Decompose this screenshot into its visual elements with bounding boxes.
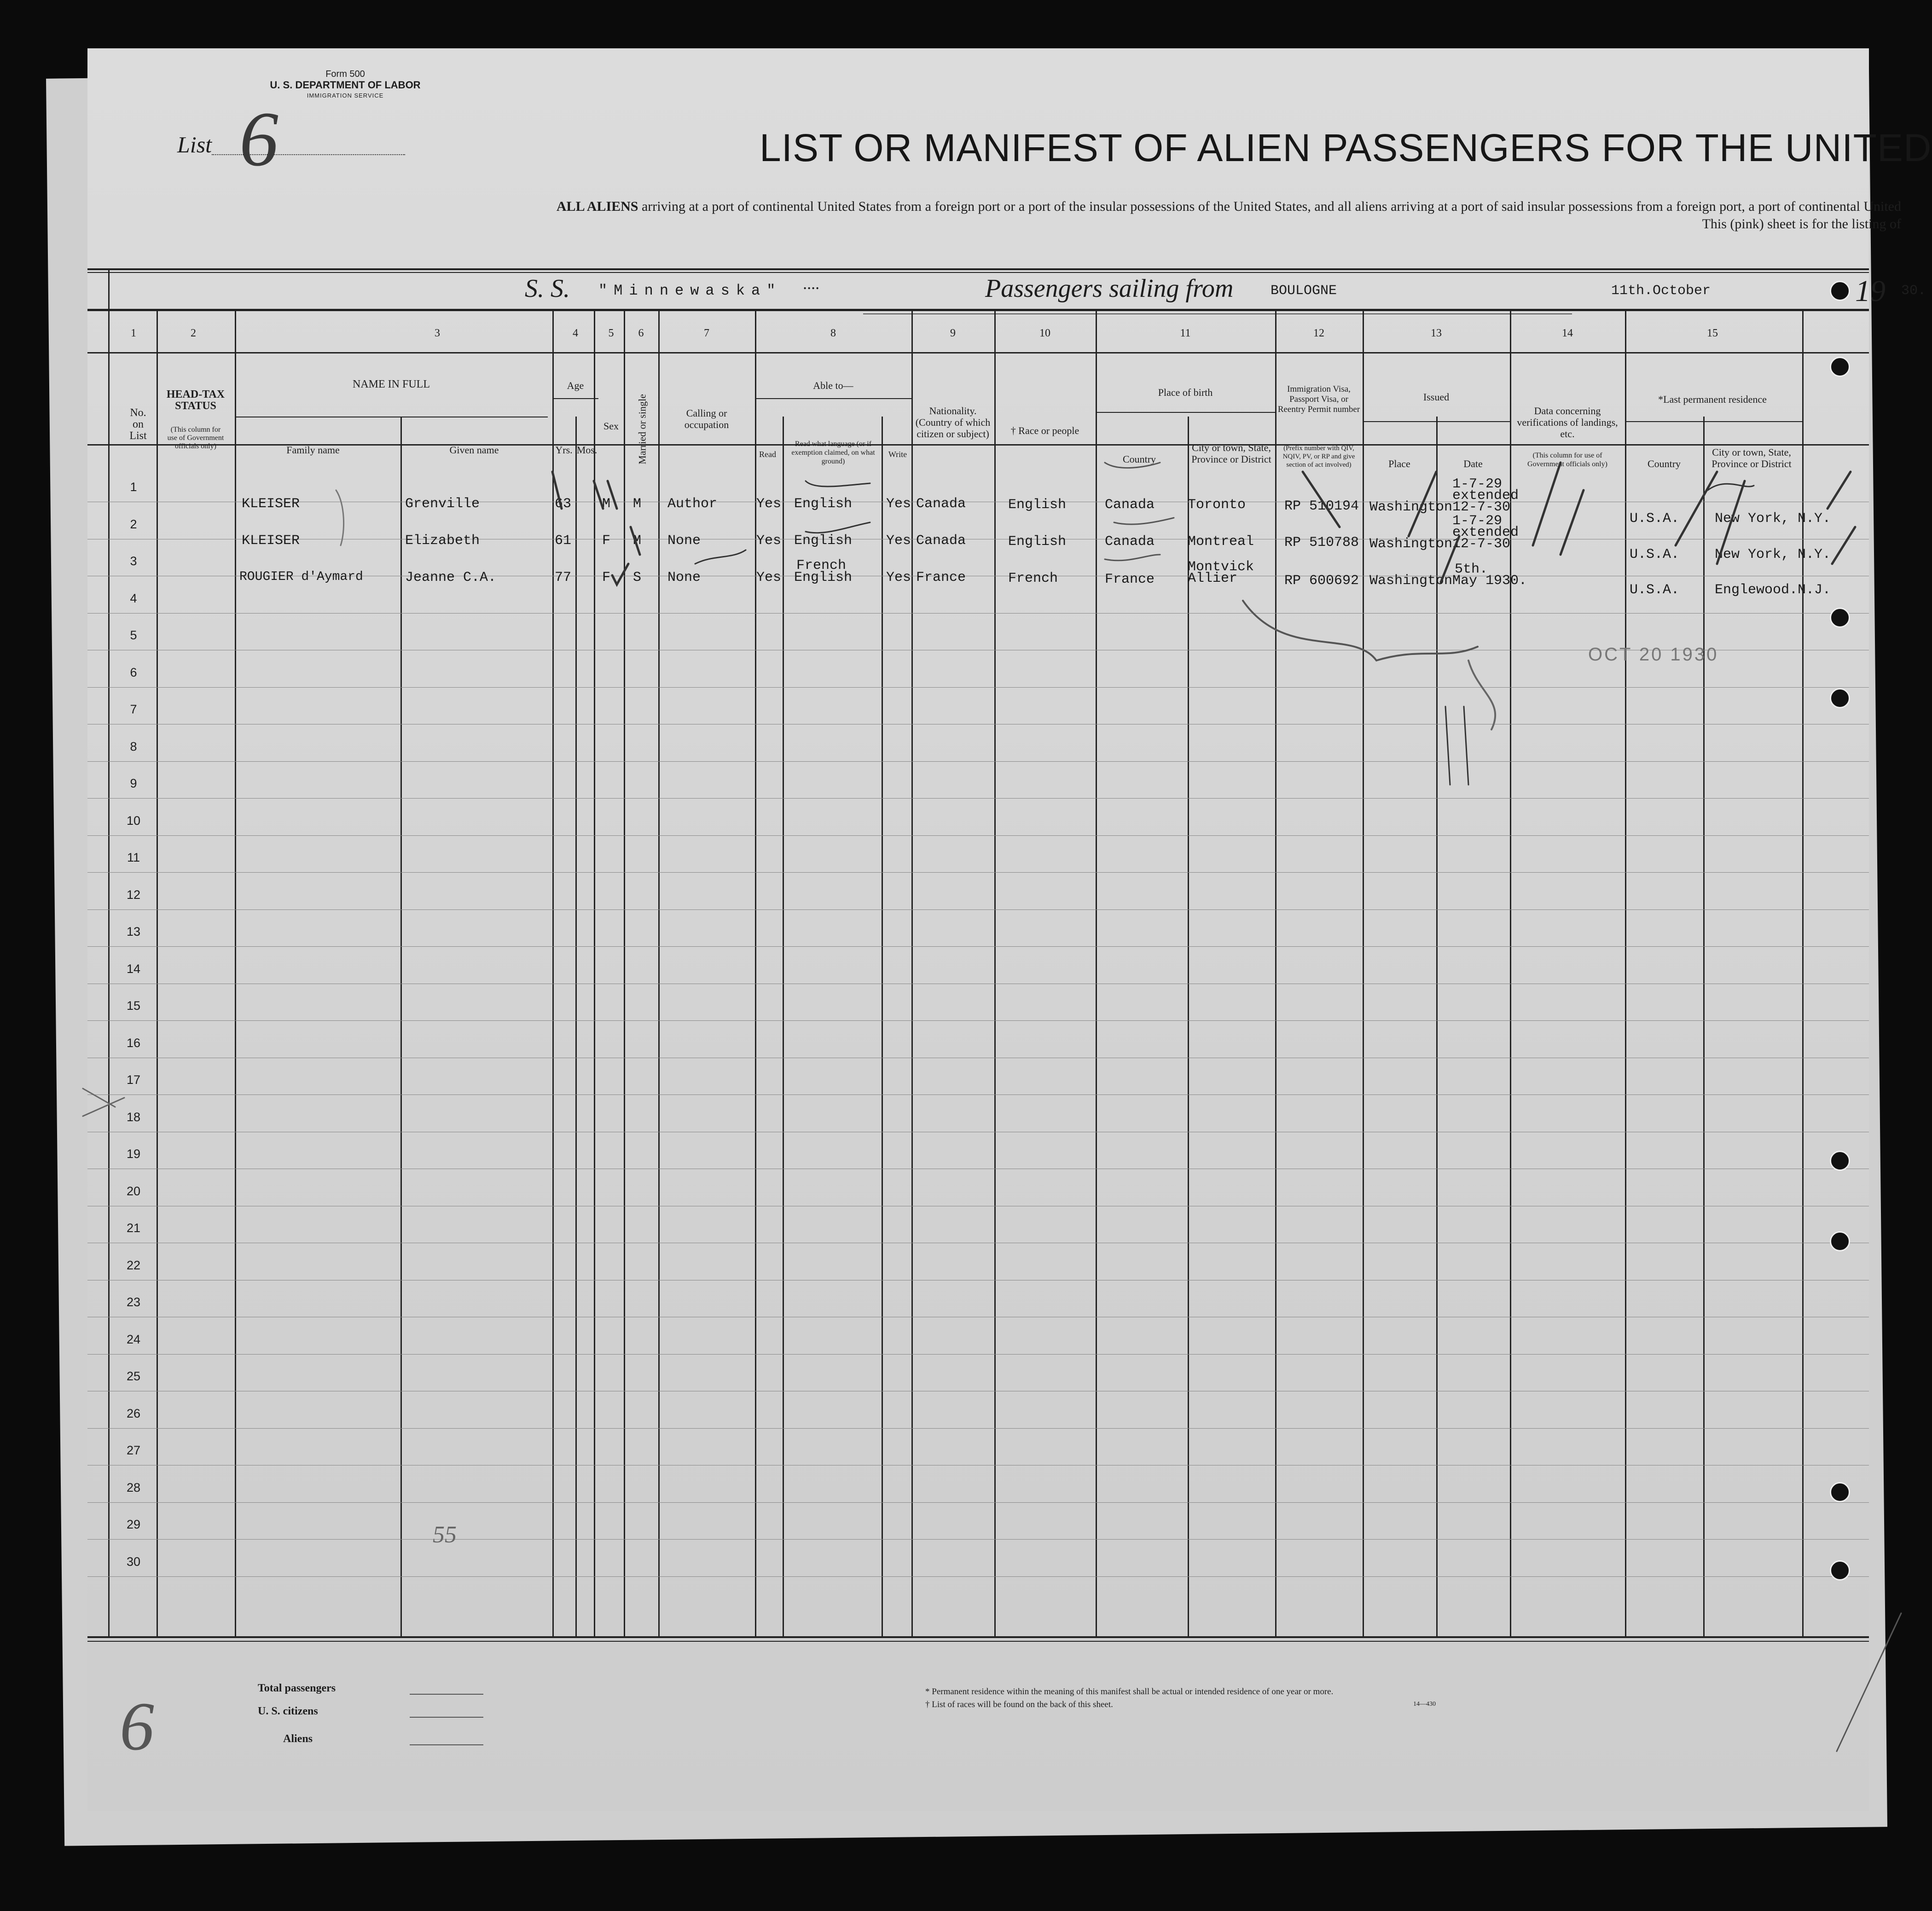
hdr-landings-note: (This column for use of Government officials only) (1527, 452, 1607, 468)
p3-language: French (796, 558, 847, 573)
p1-visa: RP 510194 (1284, 498, 1359, 514)
p3-res-city: Englewood.N.J. (1715, 582, 1831, 598)
date-stamp: OCT 20 1930 (1588, 644, 1719, 665)
hdr-calling: Calling or occupation (684, 407, 729, 430)
colnum-7: 7 (704, 327, 709, 339)
sailing-label: Passengers sailing from (985, 274, 1234, 303)
binder-hole (1830, 608, 1850, 628)
row-number: 25 (126, 1369, 141, 1383)
form-code: 14—430 (1413, 1701, 1436, 1708)
p2-birth-city: Montreal (1188, 534, 1254, 550)
colnum-12: 12 (1313, 327, 1324, 339)
colnum-8: 8 (830, 327, 836, 339)
hdr-read-language: Read what language (or if exemption claimed, on what ground) (791, 440, 875, 465)
row-number: 29 (126, 1517, 141, 1531)
row-number: 24 (126, 1332, 141, 1346)
p2-given: Elizabeth (405, 533, 480, 549)
hdr-last-residence: *Last permanent residence (1658, 394, 1767, 405)
hdr-race: † Race or people (1010, 425, 1079, 436)
p2-language: English (794, 533, 853, 549)
hdr-visa-note: (Prefix number with QIV, NQIV, PV, or RP and give section of act involved) (1282, 445, 1355, 469)
p2-sex: F (602, 533, 611, 549)
row-number: 12 (126, 887, 141, 902)
manifest-sheet (87, 48, 1932, 1811)
ship-dots: .... (803, 274, 820, 293)
p1-res-country: U.S.A. (1630, 511, 1680, 527)
department-name: U. S. DEPARTMENT OF LABOR (270, 79, 421, 91)
p3-family: ROUGIER d'Aymard (239, 570, 363, 584)
row-number: 18 (126, 1110, 141, 1124)
subtitle-bold: ALL ALIENS (556, 199, 638, 214)
form-number: Form 500 (325, 69, 365, 79)
p2-res-country: U.S.A. (1630, 547, 1680, 562)
p2-write: Yes (886, 533, 911, 549)
row-number: 15 (126, 999, 141, 1013)
p3-sex: F (602, 570, 611, 585)
p1-res-city: New York, N.Y. (1715, 511, 1831, 527)
colnum-6: 6 (638, 327, 644, 339)
hdr-married: Married or single (636, 394, 648, 464)
p2-visa: RP 510788 (1284, 535, 1359, 550)
hdr-head-tax-note: (This column for use of Government officials only) (167, 426, 224, 450)
binder-hole (1830, 688, 1850, 708)
hdr-write: Write (888, 450, 907, 459)
row-number: 8 (130, 739, 137, 753)
p1-read: Yes (756, 496, 782, 512)
p3-marital: S (633, 570, 642, 585)
p1-birth-country: Canada (1105, 497, 1155, 513)
row-number: 5 (130, 628, 137, 642)
p3-issued-place: Washington (1369, 573, 1453, 589)
binder-hole (1830, 1560, 1850, 1581)
aliens-label: Aliens (283, 1733, 313, 1745)
p2-birth-country: Canada (1105, 534, 1155, 550)
colnum-5: 5 (608, 327, 614, 339)
p1-nationality: Canada (916, 496, 966, 512)
hdr-place-of-birth: Place of birth (1158, 387, 1213, 398)
p1-issued-place: Washington (1369, 499, 1453, 515)
hdr-able-to: Able to— (813, 380, 853, 391)
row-number: 3 (130, 554, 137, 568)
row-number: 1 (130, 480, 137, 494)
hdr-read: Read (759, 450, 776, 459)
p1-write: Yes (886, 496, 911, 512)
colnum-1: 1 (131, 327, 136, 339)
hdr-given-name: Given name (449, 444, 499, 456)
p3-nationality: France (916, 570, 966, 585)
hdr-birth-city: City or town, State, Province or District (1191, 442, 1271, 465)
row-number: 10 (126, 813, 141, 828)
hdr-head-tax: HEAD-TAX STATUS (166, 388, 225, 412)
aliens-line (410, 1744, 483, 1745)
hdr-res-city: City or town, State, Province or District (1712, 446, 1792, 469)
p1-issued-date: 1-7-29 (1452, 476, 1503, 492)
p2-nationality: Canada (916, 533, 966, 549)
p3-visa: RP 600692 (1284, 573, 1359, 589)
p2-issued-date: 1-7-29 (1452, 513, 1503, 529)
p3-birth-city: Montvick (1188, 559, 1254, 575)
p1-issued-date2: extended (1452, 488, 1519, 504)
row-number: 2 (130, 517, 137, 531)
total-passengers-label: Total passengers (258, 1682, 336, 1694)
row-number: 21 (126, 1221, 141, 1235)
hdr-age: Age (567, 380, 584, 391)
p1-sex: M (602, 496, 611, 512)
colnum-14: 14 (1562, 327, 1573, 339)
row-number: 6 (130, 665, 137, 679)
hdr-issued-date: Date (1463, 458, 1483, 469)
row-number: 9 (130, 776, 137, 790)
subtitle-line1: arriving at a port of continental United States from a foreign port or a port of the insular possessions of the United States, and all aliens arriving at a port of said insular possessions from a foreign port, a port of continental United (638, 199, 1901, 214)
p1-language: English (794, 496, 853, 512)
p2-issued-place: Washington (1369, 536, 1453, 552)
p2-issued-date3: 12-7-30 (1452, 536, 1511, 552)
p1-birth-city: Toronto (1188, 497, 1246, 513)
row-number: 23 (126, 1295, 141, 1309)
hdr-sex: Sex (603, 420, 619, 432)
p1-issued-date3: 12-7-30 (1452, 499, 1511, 515)
p3-res-country: U.S.A. (1630, 582, 1680, 598)
citizens-line (410, 1717, 483, 1718)
us-citizens-label: U. S. citizens (258, 1705, 318, 1717)
list-number: 6 (239, 96, 278, 182)
year-prefix: 19 (1855, 274, 1886, 308)
total-line (410, 1694, 483, 1695)
p3-occupation: None (667, 570, 701, 585)
p3-language2: English (794, 570, 853, 585)
p3-race: French (1008, 571, 1058, 586)
p1-marital: M (633, 496, 642, 512)
colnum-15: 15 (1707, 327, 1718, 339)
row-number: 19 (126, 1147, 141, 1161)
row-number: 4 (130, 591, 137, 605)
p2-family: KLEISER (242, 533, 300, 549)
colnum-11: 11 (1180, 327, 1191, 339)
p2-issued-date2: extended (1452, 525, 1519, 540)
handwritten-marks (87, 48, 1869, 1811)
row-number: 17 (126, 1073, 141, 1087)
colnum-10: 10 (1039, 327, 1050, 339)
p3-issued-date2: May 1930. (1452, 573, 1527, 589)
row-number: 22 (126, 1258, 141, 1272)
p3-birth-country: France (1105, 572, 1155, 587)
p2-age: 61 (555, 533, 572, 549)
row-number: 26 (126, 1406, 141, 1420)
hdr-family-name: Family name (286, 444, 340, 456)
footer-handwritten: 6 (120, 1688, 154, 1765)
p1-given: Grenville (405, 496, 480, 512)
colnum-2: 2 (191, 327, 196, 339)
hdr-landings: Data concerning verifications of landings, etc. (1517, 405, 1618, 440)
p1-family: KLEISER (242, 496, 300, 512)
colnum-9: 9 (950, 327, 956, 339)
page-title: LIST OR MANIFEST OF ALIEN PASSENGERS FOR THE UNITED (760, 126, 1932, 169)
footnote-2: † List of races will be found on the back of this sheet. (925, 1700, 1113, 1709)
p2-marital: M (633, 533, 642, 549)
ship-name: "Minnewaska" (598, 282, 782, 299)
sailing-date: 11th.October (1611, 283, 1711, 299)
year-suffix: 30. (1901, 283, 1926, 299)
p2-race: English (1008, 534, 1067, 550)
hdr-name-in-full: NAME IN FULL (353, 378, 430, 390)
p2-occupation: None (667, 533, 701, 549)
subtitle-line2: This (pink) sheet is for the listing of (1702, 216, 1901, 232)
hdr-yrs: Yrs. (555, 444, 573, 456)
service-name: IMMIGRATION SERVICE (307, 92, 384, 99)
p3-write: Yes (886, 570, 911, 585)
binder-hole (1830, 1482, 1850, 1502)
hdr-visa: Immigration Visa, Passport Visa, or Reentry Permit number (1277, 384, 1360, 414)
row-number: 30 (126, 1554, 141, 1569)
row-number: 14 (126, 961, 141, 976)
margin-number: 55 (433, 1522, 457, 1548)
p3-issued-date: 5th. (1455, 562, 1488, 577)
colnum-4: 4 (573, 327, 578, 339)
p1-race: English (1008, 497, 1067, 513)
row-number: 28 (126, 1480, 141, 1494)
p2-res-city: New York, N.Y. (1715, 547, 1831, 562)
row-number: 7 (130, 702, 137, 716)
row-number: 16 (126, 1036, 141, 1050)
hdr-birth-country: Country (1122, 453, 1156, 465)
hdr-issued-place: Place (1388, 458, 1410, 469)
hdr-nationality: Nationality. (Country of which citizen or subject) (915, 405, 991, 440)
p3-age: 77 (555, 570, 572, 585)
p3-birth-city2: Allier (1188, 571, 1238, 586)
p3-read: Yes (756, 570, 782, 585)
row-number: 13 (126, 925, 141, 938)
row-number: 27 (126, 1443, 141, 1457)
port-name: BOULOGNE (1271, 283, 1337, 299)
colnum-3: 3 (435, 327, 440, 339)
list-label: List (177, 132, 212, 157)
p2-read: Yes (756, 533, 782, 549)
hdr-no-on-list: No. on List (129, 407, 147, 442)
hdr-issued: Issued (1423, 391, 1450, 403)
binder-hole (1830, 357, 1850, 377)
hdr-res-country: Country (1647, 458, 1681, 469)
binder-hole (1830, 1231, 1850, 1251)
footnote-1: * Permanent residence within the meaning of this manifest shall be actual or intended residence of one year or more. (925, 1687, 1334, 1697)
p1-occupation: Author (667, 496, 718, 512)
row-number: 11 (127, 851, 140, 864)
binder-hole (1830, 281, 1850, 301)
ship-prefix: S. S. (525, 274, 570, 303)
binder-hole (1830, 1151, 1850, 1171)
hdr-mos: Mos. (576, 444, 598, 456)
p3-given: Jeanne C.A. (405, 570, 497, 585)
colnum-13: 13 (1431, 327, 1442, 339)
p1-age: 63 (555, 496, 572, 512)
row-number: 20 (126, 1184, 141, 1198)
